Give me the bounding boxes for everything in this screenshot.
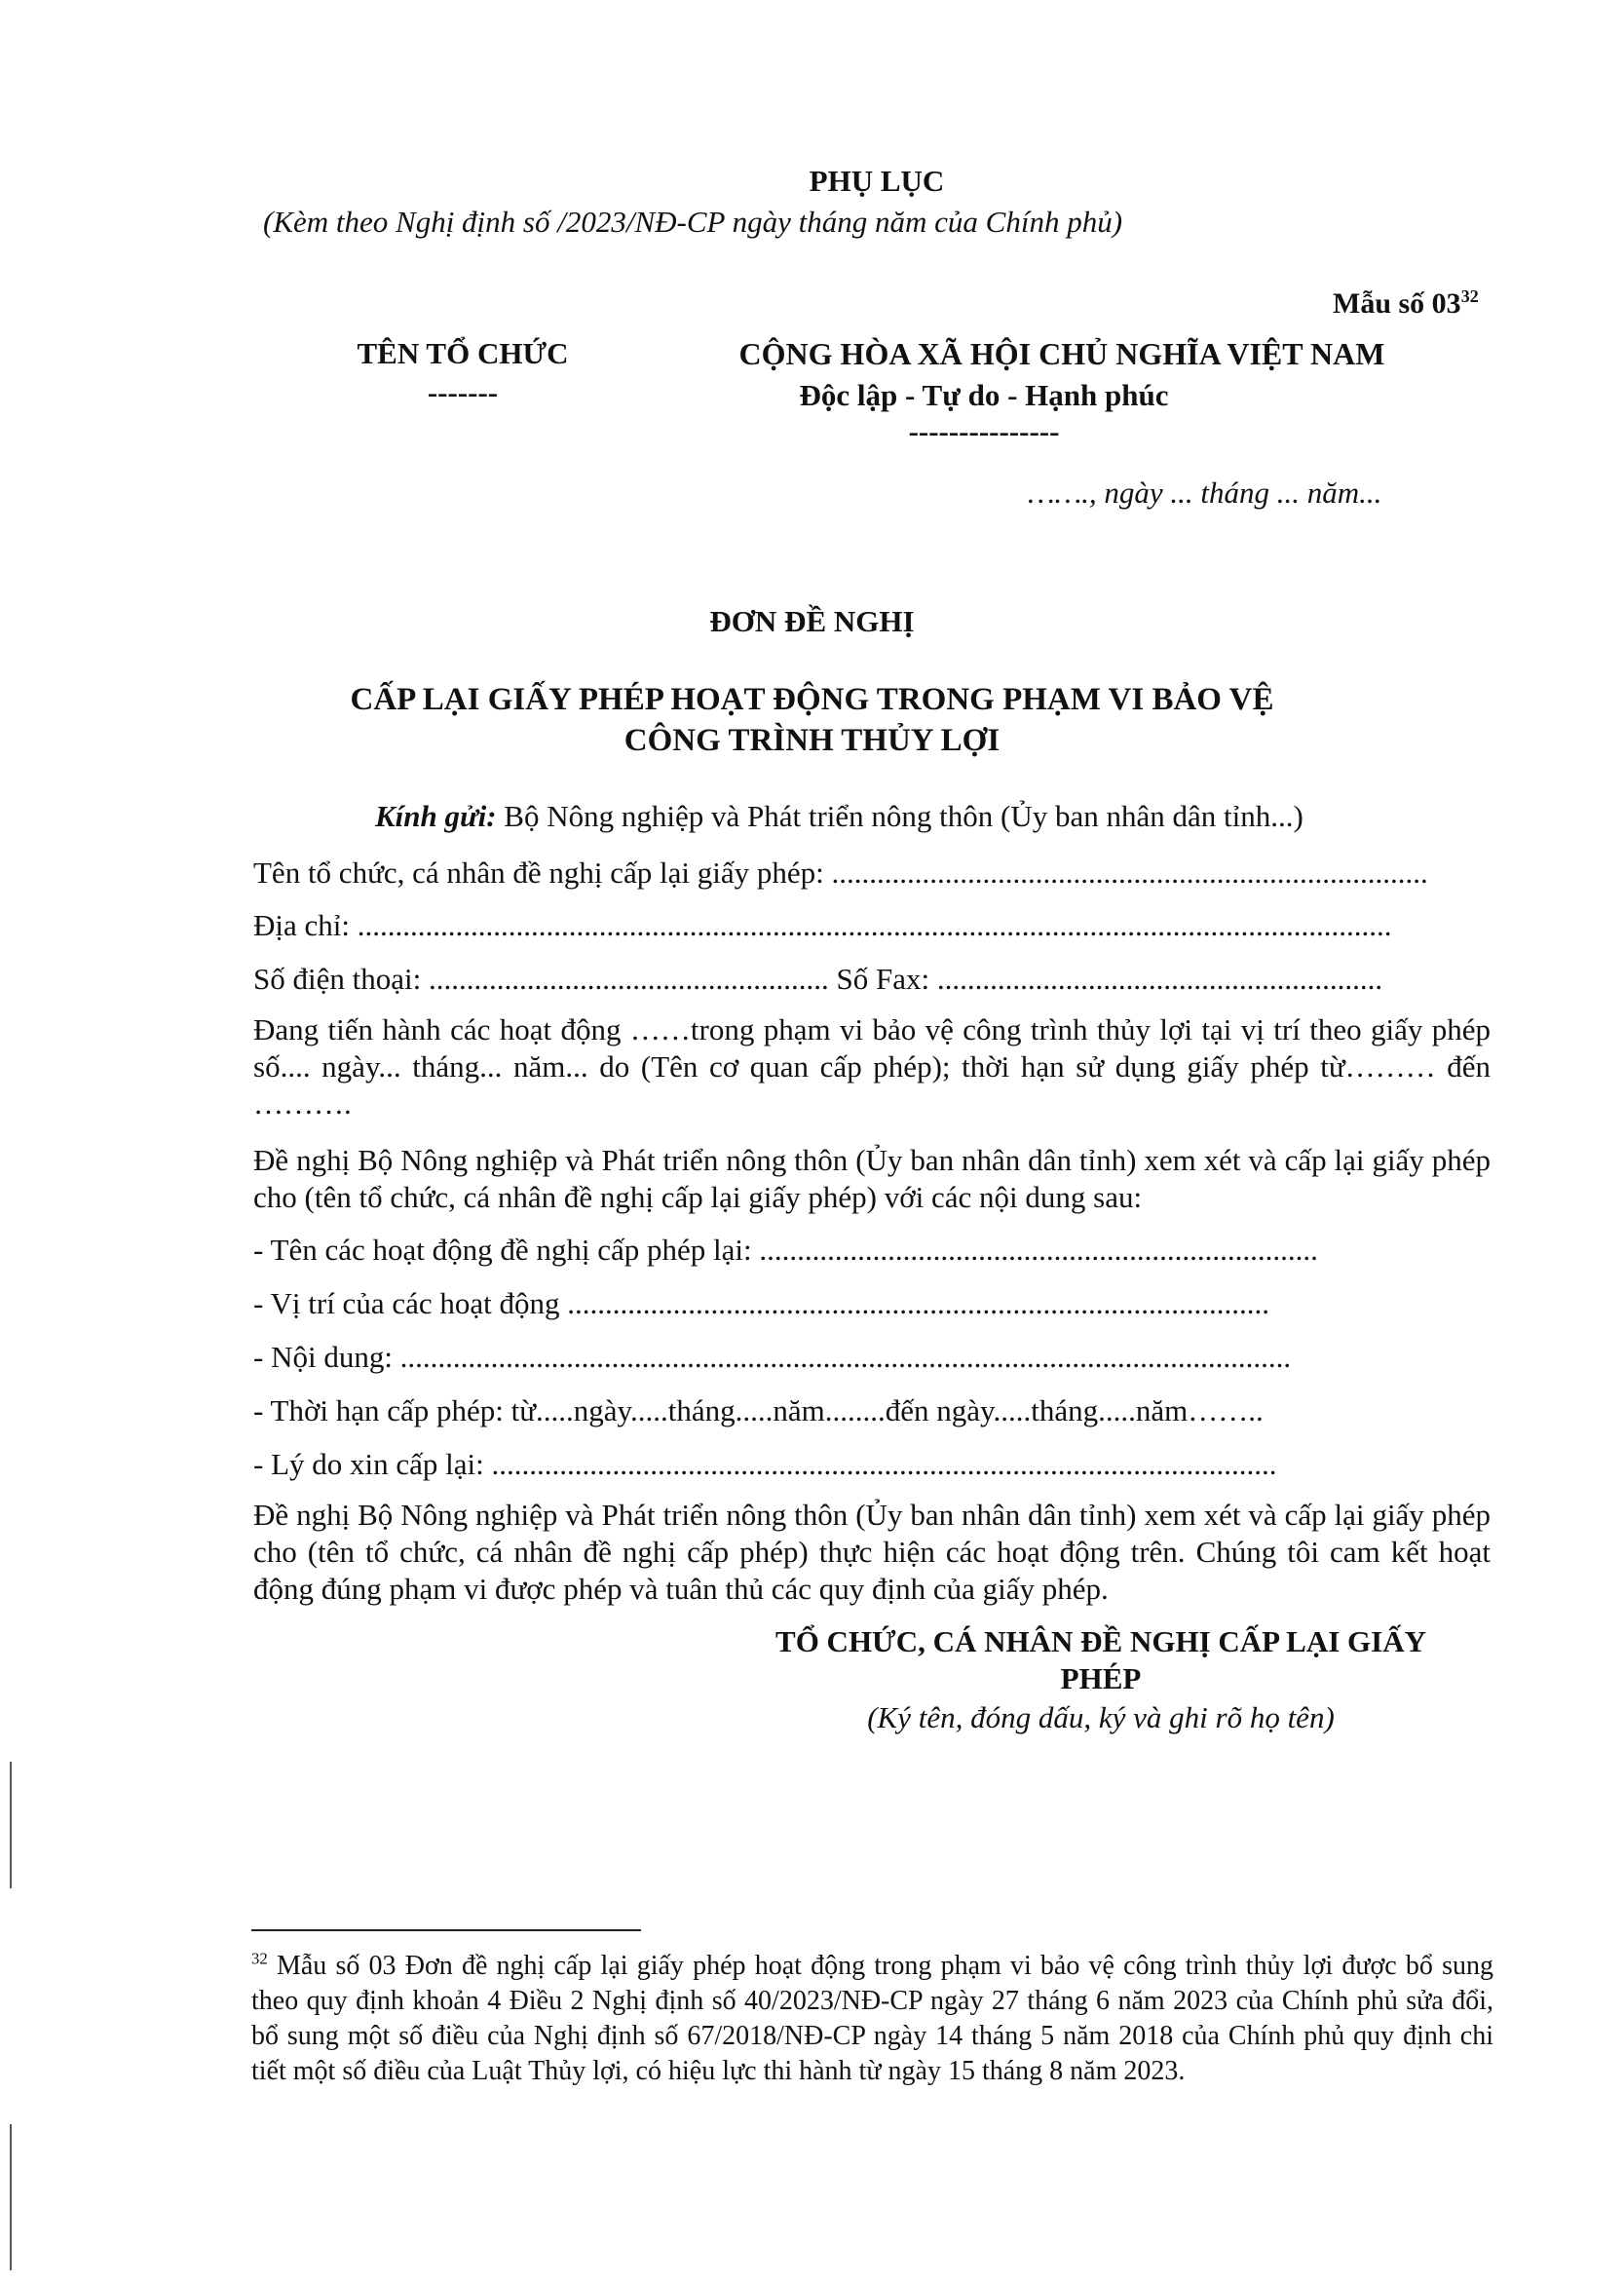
organization-name: TÊN TỔ CHỨC xyxy=(357,336,569,370)
scan-margin-mark xyxy=(10,2124,12,2270)
list-item-content: - Nội dung: ...................................................................................................................... xyxy=(253,1340,1292,1374)
form-subtitle-line-2: CÔNG TRÌNH THỦY LỢI xyxy=(623,723,1001,758)
form-number-label: Mẫu số 03 xyxy=(1333,287,1461,320)
form-subtitle-line-1: CẤP LẠI GIẤY PHÉP HOẠT ĐỘNG TRONG PHẠM VI BẢO VỆ xyxy=(350,682,1274,717)
recipient-label: Kính gửi: xyxy=(375,799,497,833)
national-title: CỘNG HÒA XÃ HỘI CHỦ NGHĨA VIỆT NAM xyxy=(738,336,1385,371)
applicant-name-field: Tên tổ chức, cá nhân đề nghị cấp lại giấy phép: ............................................................................... xyxy=(253,856,1428,890)
signature-title-line-1: TỔ CHỨC, CÁ NHÂN ĐỀ NGHỊ CẤP LẠI GIẤY xyxy=(775,1624,1426,1658)
recipient-line xyxy=(375,799,1303,834)
national-divider: --------------- xyxy=(908,414,1060,448)
list-item-activity-names: - Tên các hoạt động đề nghị cấp phép lại: .......................................................................... xyxy=(253,1233,1318,1267)
form-title: ĐƠN ĐỀ NGHỊ xyxy=(709,604,915,638)
list-item-duration: - Thời hạn cấp phép: từ.....ngày.....tháng.....năm........đến ngày.....tháng.....năm…….. xyxy=(253,1393,1264,1427)
organization-divider: ------- xyxy=(427,375,499,409)
footnote xyxy=(251,1949,1493,2089)
date-line: ……., ngày ... tháng ... năm... xyxy=(1028,475,1382,510)
phu-luc-title: PHỤ LỤC xyxy=(809,164,945,198)
request-paragraph-1: Đề nghị Bộ Nông nghiệp và Phát triển nông thôn (Ủy ban nhân dân tỉnh) xem xét và cấp lại giấy phép cho (tên tổ chức, cá nhân đề nghị cấp lại giấy phép) với các nội dung sau: xyxy=(253,1143,1491,1214)
national-motto: Độc lập - Tự do - Hạnh phúc xyxy=(799,378,1169,412)
form-number-footnote-ref: 32 xyxy=(1460,286,1479,306)
form-number xyxy=(1333,287,1479,321)
list-item-location: - Vị trí của các hoạt động ............................................................................................. xyxy=(253,1286,1269,1320)
scan-margin-mark xyxy=(10,1762,12,1888)
decree-reference: (Kèm theo Nghị định số /2023/NĐ-CP ngày tháng năm của Chính phủ) xyxy=(263,205,1123,239)
signature-note: (Ký tên, đóng dấu, ký và ghi rõ họ tên) xyxy=(867,1700,1335,1734)
recipient-text: Bộ Nông nghiệp và Phát triển nông thôn (Ủy ban nhân dân tỉnh...) xyxy=(496,799,1303,833)
address-field: Địa chỉ: ......................................................................................................................................... xyxy=(253,908,1392,942)
footnote-ref: 32 xyxy=(251,1949,268,1968)
footnote-text: Mẫu số 03 Đơn đề nghị cấp lại giấy phép hoạt động trong phạm vi bảo vệ công trình thủy lợi được bổ sung theo quy định khoản 4 Điều 2 Nghị định số 40/2023/NĐ-CP ngày 27 tháng 6 năm 2023 của Chính phủ sửa đổi, bổ sung một số điều của Nghị định số 67/2018/NĐ-CP ngày 14 tháng 5 năm 2018 của Chính phủ quy định chi tiết một số điều của Luật Thủy lợi, có hiệu lực thi hành từ ngày 15 tháng 8 năm 2023. xyxy=(251,1951,1493,2086)
signature-title-line-2: PHÉP xyxy=(1060,1661,1142,1695)
request-paragraph-2: Đề nghị Bộ Nông nghiệp và Phát triển nông thôn (Ủy ban nhân dân tỉnh) xem xét và cấp lại giấy phép cho (tên tổ chức, cá nhân đề nghị cấp phép) thực hiện các hoạt động trên. Chúng tôi cam kết hoạt động đúng phạm vi được phép và tuân thủ các quy định của giấy phép. xyxy=(253,1498,1491,1606)
phone-fax-field: Số điện thoại: ..................................................... Số Fax: ........................................................... xyxy=(253,962,1383,996)
current-activity-paragraph: Đang tiến hành các hoạt động ……trong phạm vi bảo vệ công trình thủy lợi tại vị trí theo giấy phép số.... ngày... tháng... năm... do (Tên cơ quan cấp phép); thời hạn sử dụng giấy phép từ……… đến ………. xyxy=(253,1012,1491,1121)
list-item-reason: - Lý do xin cấp lại: ........................................................................................................ xyxy=(253,1447,1277,1481)
footnote-separator xyxy=(251,1929,641,1931)
